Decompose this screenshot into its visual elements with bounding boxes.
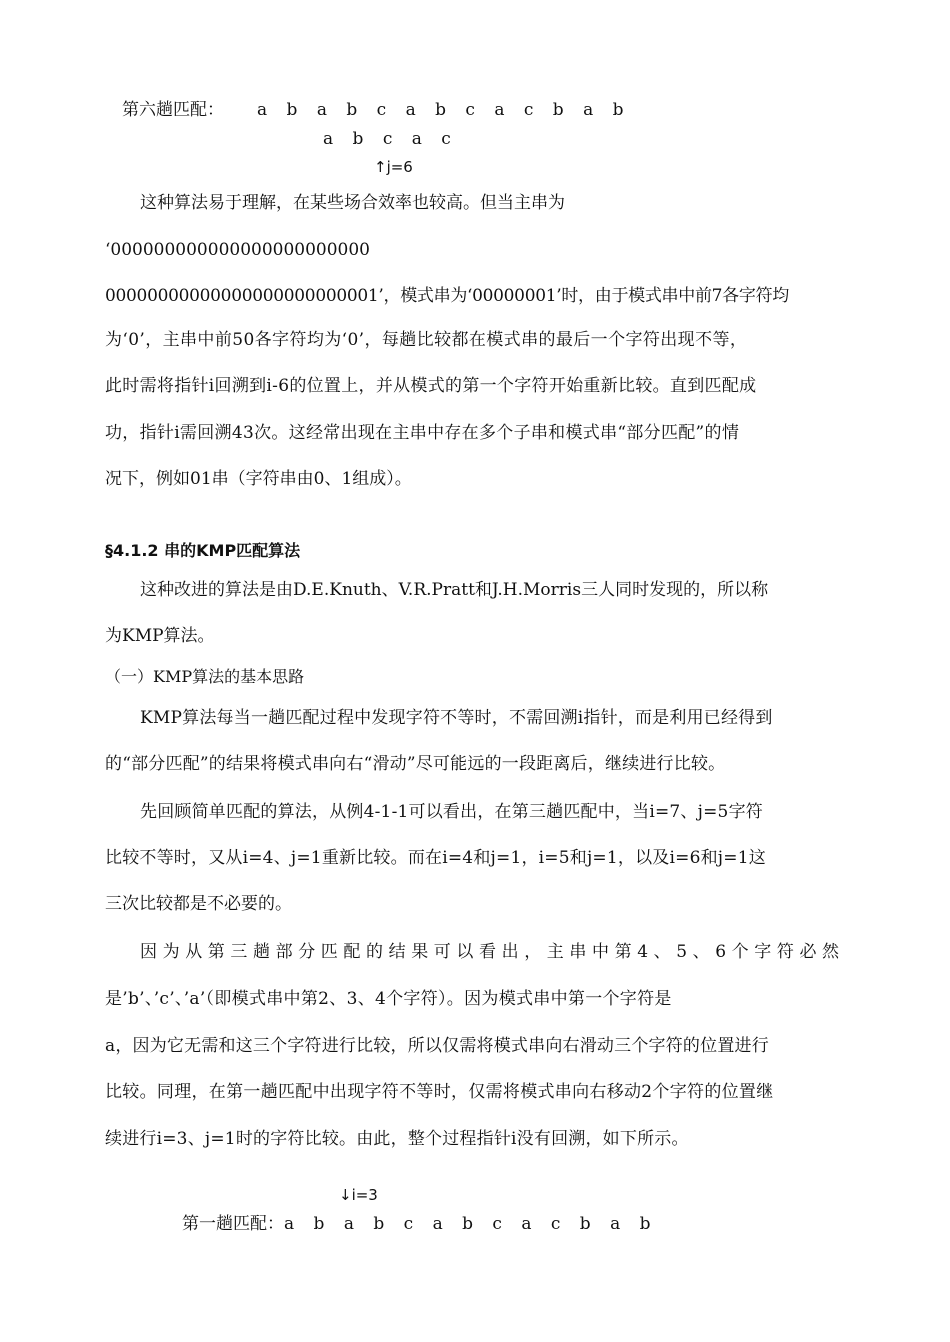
paragraph-5-line-3: a，因为它无需和这三个字符进行比较，所以仅需将模式串向右滑动三个字符的位置进行 <box>105 1036 769 1056</box>
paragraph-2-line-1: 这种改进的算法是由D.E.Knuth、V.R.Pratt和J.H.Morris三人同时发现的，所以称 <box>140 580 769 600</box>
paragraph-4-line-1: 先回顾简单匹配的算法，从例4-1-1可以看出，在第三趟匹配中，当i=7、j=5字符 <box>140 802 763 822</box>
sixth-match-pattern-string: a b c a c <box>323 129 458 149</box>
paragraph-5-line-2: 是’b’、’c’、’a’（即模式串中第2、3、4个字符）。因为模式串中第一个字符是 <box>105 989 672 1009</box>
paragraph-3-line-1: KMP算法每当一趟匹配过程中发现字符不等时，不需回溯i指针，而是利用已经得到 <box>140 708 773 728</box>
sixth-match-main-string: a b a b c a b c a c b a b <box>257 100 631 120</box>
first-match-label: 第一趟匹配： <box>182 1214 284 1234</box>
first-match-i-pointer: ↓i=3 <box>339 1186 378 1204</box>
first-match-main-string: a b a b c a b c a c b a b <box>284 1214 658 1234</box>
paragraph-4-line-2: 比较不等时，又从i=4、j=1重新比较。而在i=4和j=1，i=5和j=1，以及i=6和j=1这 <box>105 848 766 868</box>
section-heading: §4.1.2 串的KMP匹配算法 <box>105 541 301 560</box>
sub-heading: （一）KMP算法的基本思路 <box>105 667 305 686</box>
sixth-match-label: 第六趟匹配： <box>122 100 224 120</box>
paragraph-1-line-7: 况下，例如01串（字符串由0、1组成）。 <box>105 469 412 489</box>
paragraph-3-line-2: 的“部分匹配”的结果将模式串向右“滑动”尽可能远的一段距离后，继续进行比较。 <box>105 754 726 774</box>
paragraph-1-line-4: 为‘0’，主串中前50各字符均为‘0’，每趟比较都在模式串的最后一个字符出现不等， <box>105 330 748 350</box>
paragraph-1-line-2: ‘000000000000000000000000 <box>105 240 370 260</box>
paragraph-4-line-3: 三次比较都是不必要的。 <box>105 894 292 914</box>
paragraph-1-line-3: 00000000000000000000000001’，模式串为‘00000001’时，由于模式串中前7各字符均 <box>105 286 789 306</box>
paragraph-1-line-6: 功，指针i需回溯43次。这经常出现在主串中存在多个子串和模式串“部分匹配”的情 <box>105 423 740 443</box>
sixth-match-j-pointer: ↑j=6 <box>374 158 413 176</box>
paragraph-5-line-4: 比较。同理，在第一趟匹配中出现字符不等时，仅需将模式串向右移动2个字符的位置继 <box>105 1082 774 1102</box>
paragraph-1-line-5: 此时需将指针i回溯到i-6的位置上，并从模式的第一个字符开始重新比较。直到匹配成 <box>105 376 757 396</box>
paragraph-2-line-2: 为KMP算法。 <box>105 626 215 646</box>
paragraph-5-line-5: 续进行i=3、j=1时的字符比较。由此，整个过程指针i没有回溯，如下所示。 <box>105 1129 689 1149</box>
paragraph-1-line-1: 这种算法易于理解，在某些场合效率也较高。但当主串为 <box>140 193 565 213</box>
paragraph-5-line-1: 因为从第三趟部分匹配的结果可以看出，主串中第4、5、6个字符必然 <box>140 942 845 962</box>
